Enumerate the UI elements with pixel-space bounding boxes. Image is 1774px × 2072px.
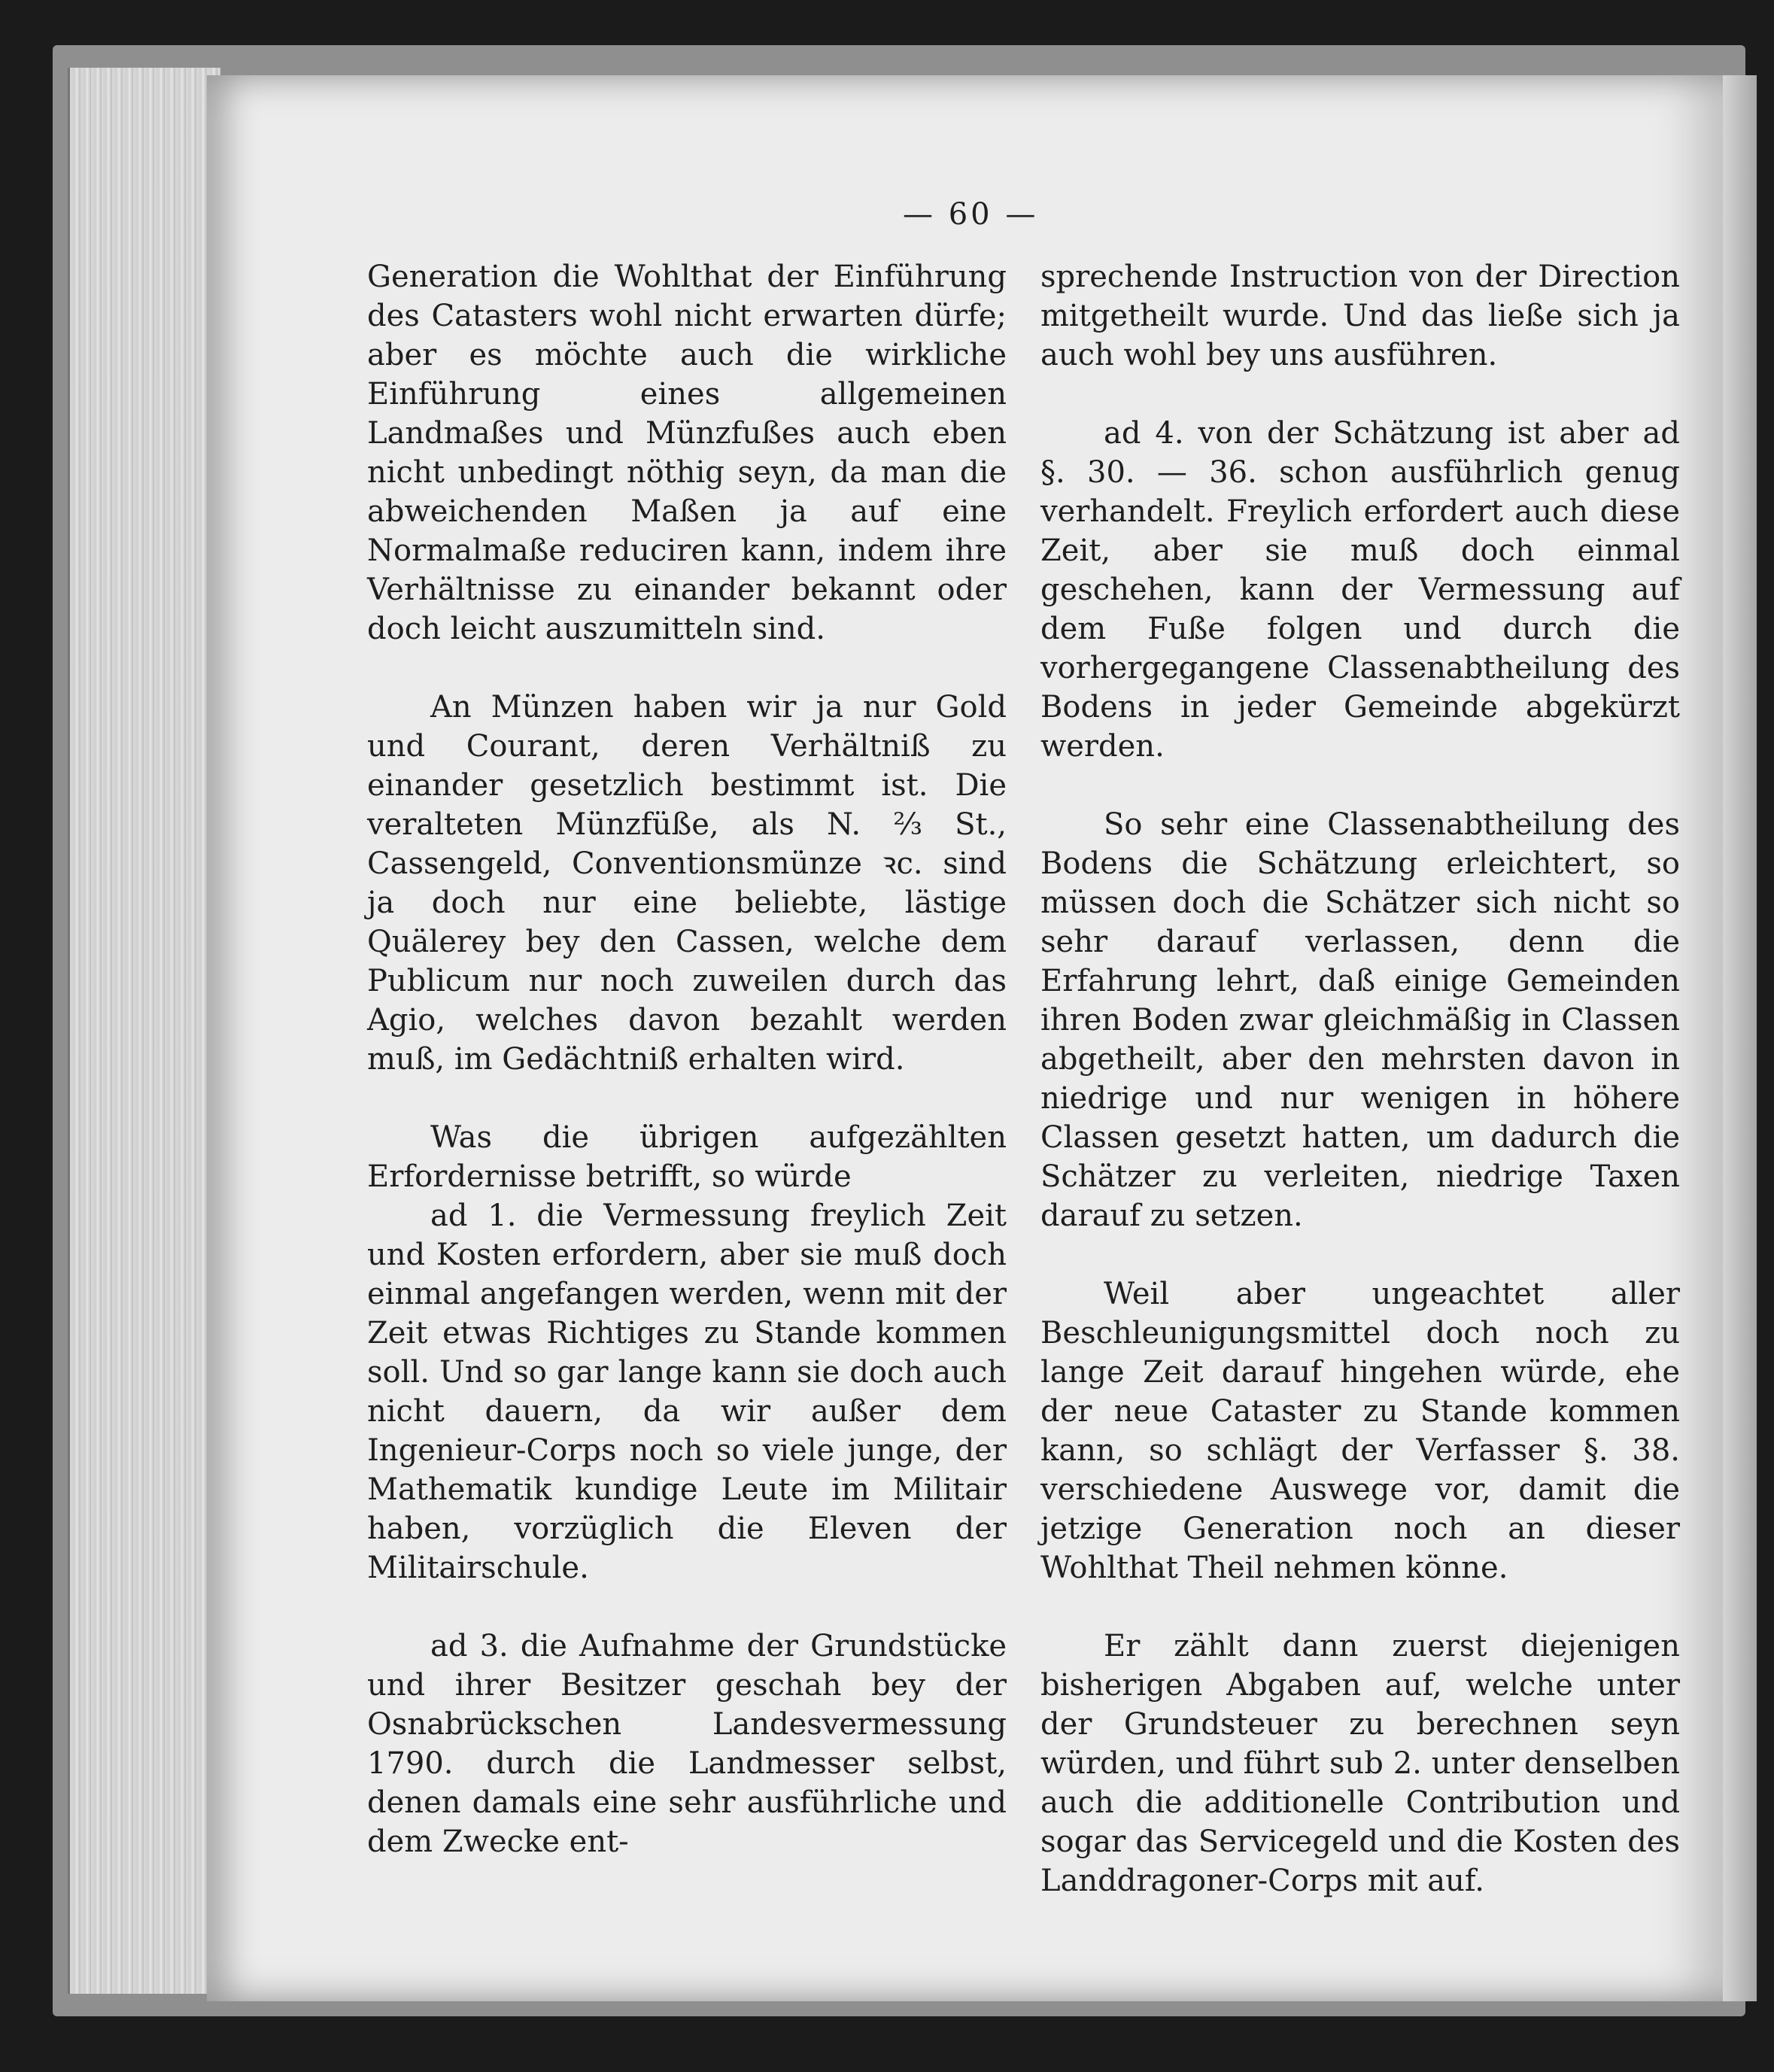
right-column <box>1040 257 1680 1900</box>
paragraph: ad 3. die Aufnahme der Grundstücke und ihrer Besitzer geschah bey der Osnabrückschen Landesvermessung 1790. durch die Landmesser selbst, denen damals eine sehr ausführliche und dem Zwecke ent- <box>367 1629 1007 1859</box>
paragraph: ad 1. die Vermessung freylich Zeit und Kosten erfordern, aber sie muß doch einmal angefangen werden, wenn mit der Zeit etwas Richtiges zu Stande kommen soll. Und so gar lange kann sie doch auch nicht dauern, da wir außer dem Ingenieur-Corps noch so viele junge, der Mathematik kundige Leute im Militair haben, vorzüglich die Eleven der Militairschule. <box>367 1199 1007 1585</box>
paragraph: Generation die Wohlthat der Einführung des Catasters wohl nicht erwarten dürfe; aber es möchte auch die wirkliche Einführung eines allgemeinen Landmaßes und Münzfußes auch eben nicht unbedingt nöthig seyn, da man die abweichenden Maßen ja auf eine Normalmaße reduciren kann, indem ihre Verhältnisse zu einander bekannt oder doch leicht auszumitteln sind. <box>367 260 1007 646</box>
paragraph: So sehr eine Classenabtheilung des Bodens die Schätzung erleichtert, so müssen doch die Schätzer sich nicht so sehr darauf verlassen, denn die Erfahrung lehrt, daß einige Gemeinden ihren Boden zwar gleichmäßig in Classen abgetheilt, aber den mehrsten davon in niedrige und nur wenigen in höhere Classen gesetzt hatten, um dadurch die Schätzer zu verleiten, niedrige Taxen darauf zu setzen. <box>1040 807 1680 1233</box>
facing-page-edge <box>1723 75 1757 2001</box>
page-edges <box>68 68 220 1994</box>
page-number: — 60 — <box>903 197 1039 232</box>
paragraph: ad 4. von der Schätzung ist aber ad §. 30. — 36. schon ausführlich genug verhandelt. Freylich erfordert auch diese Zeit, aber sie muß doch einmal geschehen, kann der Vermessung auf dem Fuße folgen und durch die vorhergegangene Classenabtheilung des Bodens in jeder Gemeinde abgekürzt werden. <box>1040 416 1680 764</box>
paragraph: sprechende Instruction von der Direction mitgetheilt wurde. Und das ließe sich ja auch wohl bey uns ausführen. <box>1040 260 1680 372</box>
paragraph: Er zählt dann zuerst diejenigen bisherigen Abgaben auf, welche unter der Grundsteuer zu berechnen seyn würden, und führt sub 2. unter denselben auch die additionelle Contribution und sogar das Servicegeld und die Kosten des Landdragoner-Corps mit auf. <box>1040 1629 1680 1898</box>
paragraph: Was die übrigen aufgezählten Erfordernisse betrifft, so würde <box>367 1120 1007 1194</box>
paragraph: An Münzen haben wir ja nur Gold und Courant, deren Verhältniß zu einander gesetzlich bestimmt ist. Die veralteten Münzfüße, als N. ⅔ St., Cassengeld, Conventionsmünze ꝛc. sind ja doch nur eine beliebte, lästige Quälerey bey den Cassen, welche dem Publicum nur noch zuweilen durch das Agio, welches davon bezahlt werden muß, im Gedächtniß erhalten wird. <box>367 690 1007 1077</box>
left-column <box>367 257 1007 1861</box>
paragraph: Weil aber ungeachtet aller Beschleunigungsmittel doch noch zu lange Zeit darauf hingehen würde, ehe der neue Cataster zu Stande kommen kann, so schlägt der Verfasser §. 38. verschiedene Auswege vor, damit die jetzige Generation noch an dieser Wohlthat Theil nehmen könne. <box>1040 1277 1680 1585</box>
